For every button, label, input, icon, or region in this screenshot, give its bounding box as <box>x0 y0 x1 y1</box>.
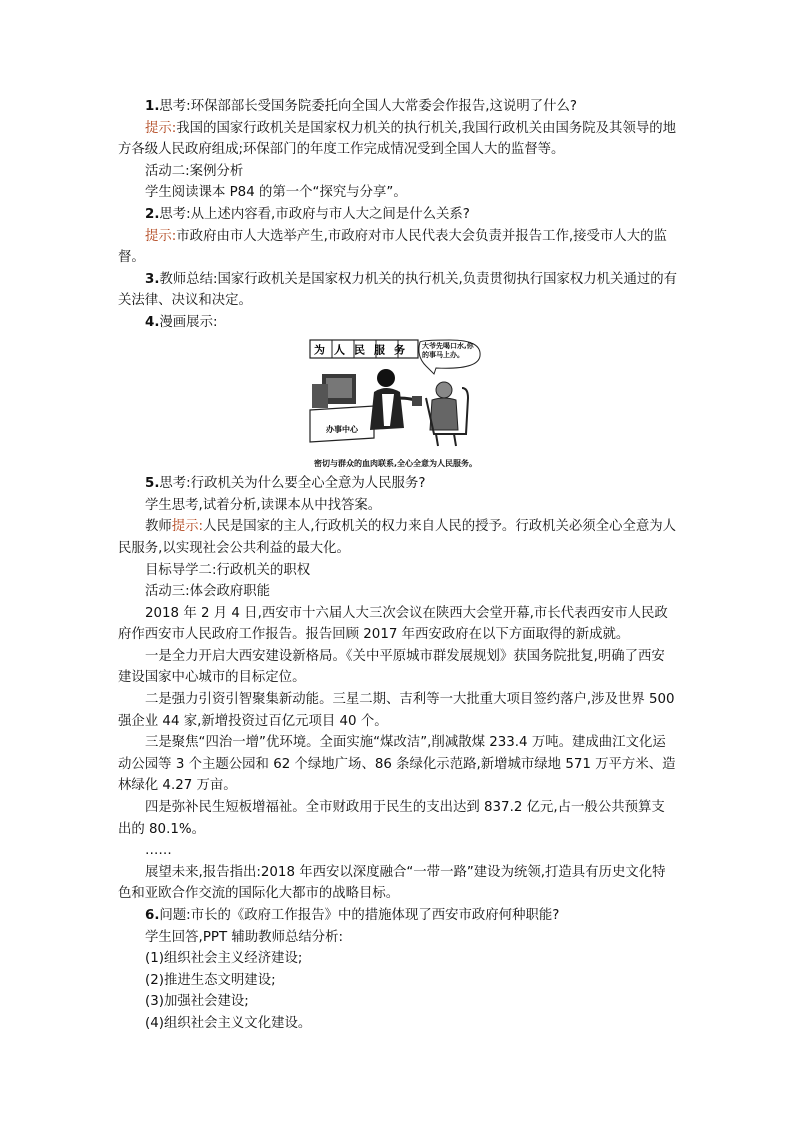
activity-2-heading: 活动二:案例分析 <box>145 163 244 179</box>
hint-1 <box>118 118 678 161</box>
lesson-content <box>118 96 678 1035</box>
question-text: 教师总结:国家行政机关是国家权力机关的执行机关,负责贯彻执行国家权力机关通过的有关法律、决议和决定。 <box>118 271 678 309</box>
student-thinking: 学生思考,试着分析,读课本从中找答案。 <box>145 497 382 513</box>
hint-label: 提示: <box>145 228 177 244</box>
function-item: (4)组织社会主义文化建设。 <box>145 1015 312 1031</box>
question-4 <box>118 312 678 334</box>
speech-bubble <box>419 340 480 374</box>
cartoon-illustration <box>308 338 483 450</box>
question-1 <box>118 96 678 118</box>
question-2 <box>118 204 678 226</box>
question-5 <box>118 473 678 495</box>
function-item: (2)推进生态文明建设; <box>145 972 276 988</box>
question-number: 4. <box>145 314 160 330</box>
teacher-hint <box>118 516 678 559</box>
question-text: 问题:市长的《政府工作报告》中的措施体现了西安市政府何种职能? <box>159 908 560 923</box>
answer-intro: 学生回答,PPT 辅助教师总结分析: <box>145 929 344 945</box>
ellipsis: …… <box>145 843 172 859</box>
hint-text: 人民是国家的主人,行政机关的权力来自人民的授予。行政机关必须全心全意为人民服务,以实现社会公共利益的最大化。 <box>118 519 677 556</box>
question-6 <box>118 905 678 927</box>
elder-figure-icon <box>426 382 468 446</box>
achievement-3: 三是聚焦“四治一增”优环境。全面实施“煤改洁”,削减散煤 233.4 万吨。建成曲江文化运动公园等 3 个主题公园和 62 个绿地广场、86 条绿化示范路,新增城市绿地 571 万平方米、造林绿化 4.27 万亩。 <box>118 735 676 794</box>
question-text: 思考:从上述内容看,市政府与市人大之间是什么关系? <box>159 206 470 222</box>
question-number: 1. <box>145 99 160 114</box>
hint-label: 提示: <box>145 120 177 136</box>
service-counter <box>310 406 374 442</box>
reading-instruction: 学生阅读课本 P84 的第一个“探究与分享”。 <box>145 185 407 201</box>
banner <box>310 340 418 358</box>
question-number: 6. <box>145 908 160 923</box>
question-3 <box>118 269 678 312</box>
counter-sign: 办事中心 <box>326 424 358 434</box>
teacher-prefix: 教师 <box>145 519 172 535</box>
cartoon-caption: 密切与群众的血肉联系,全心全意为人民服务。 <box>313 459 478 469</box>
function-item: (3)加强社会建设; <box>145 994 249 1010</box>
achievement-2: 二是强力引资引智聚集新动能。三星二期、吉利等一大批重大项目签约落户,涉及世界 500 强企业 44 家,新增投资过百亿元项目 40 个。 <box>118 692 675 729</box>
question-text: 思考:行政机关为什么要全心全意为人民服务? <box>159 476 426 492</box>
hint-label: 提示: <box>171 519 204 535</box>
banner-text: 为人民服务 <box>314 343 414 357</box>
official-figure-icon <box>370 369 422 430</box>
speech-text: 大爷先喝口水,你的事马上办。 <box>422 341 474 359</box>
function-item: (1)组织社会主义经济建设; <box>145 951 303 967</box>
question-number: 3. <box>145 271 160 287</box>
question-text: 思考:环保部部长受国务院委托向全国人大常委会作报告,这说明了什么? <box>159 99 577 114</box>
question-number: 2. <box>145 206 160 222</box>
question-text: 漫画展示: <box>159 314 218 330</box>
report-intro: 2018 年 2 月 4 日,西安市十六届人大三次会议在陕西大会堂开幕,市长代表西安市人民政府作西安市人民政府工作报告。报告回顾 2017 年西安政府在以下方面取得的新成就。 <box>118 605 668 643</box>
hint-2 <box>118 226 678 269</box>
hint-text: 市政府由市人大选举产生,市政府对市人民代表大会负责并报告工作,接受市人大的监督。 <box>118 228 667 266</box>
achievement-4: 四是弥补民生短板增福祉。全市财政用于民生的支出达到 837.2 亿元,占一般公共预算支出的 80.1%。 <box>118 800 665 837</box>
activity-3-heading: 活动三:体会政府职能 <box>145 584 271 600</box>
outlook: 展望未来,报告指出:2018 年西安以深度融合“一带一路”建设为统领,打造具有历史文化特色和亚欧合作交流的国际化大都市的战略目标。 <box>118 864 666 902</box>
cartoon-figure <box>308 338 483 470</box>
goal-2-heading: 目标导学二:行政机关的职权 <box>145 562 311 578</box>
question-number: 5. <box>145 476 160 492</box>
achievement-1: 一是全力开启大西安建设新格局。《关中平原城市群发展规划》获国务院批复,明确了西安建设国家中心城市的目标定位。 <box>118 648 665 686</box>
hint-text: 我国的国家行政机关是国家权力机关的执行机关,我国行政机关由国务院及其领导的地方各级人民政府组成;环保部门的年度工作完成情况受到全国人大的监督等。 <box>118 120 677 158</box>
computer-icon <box>312 374 356 408</box>
